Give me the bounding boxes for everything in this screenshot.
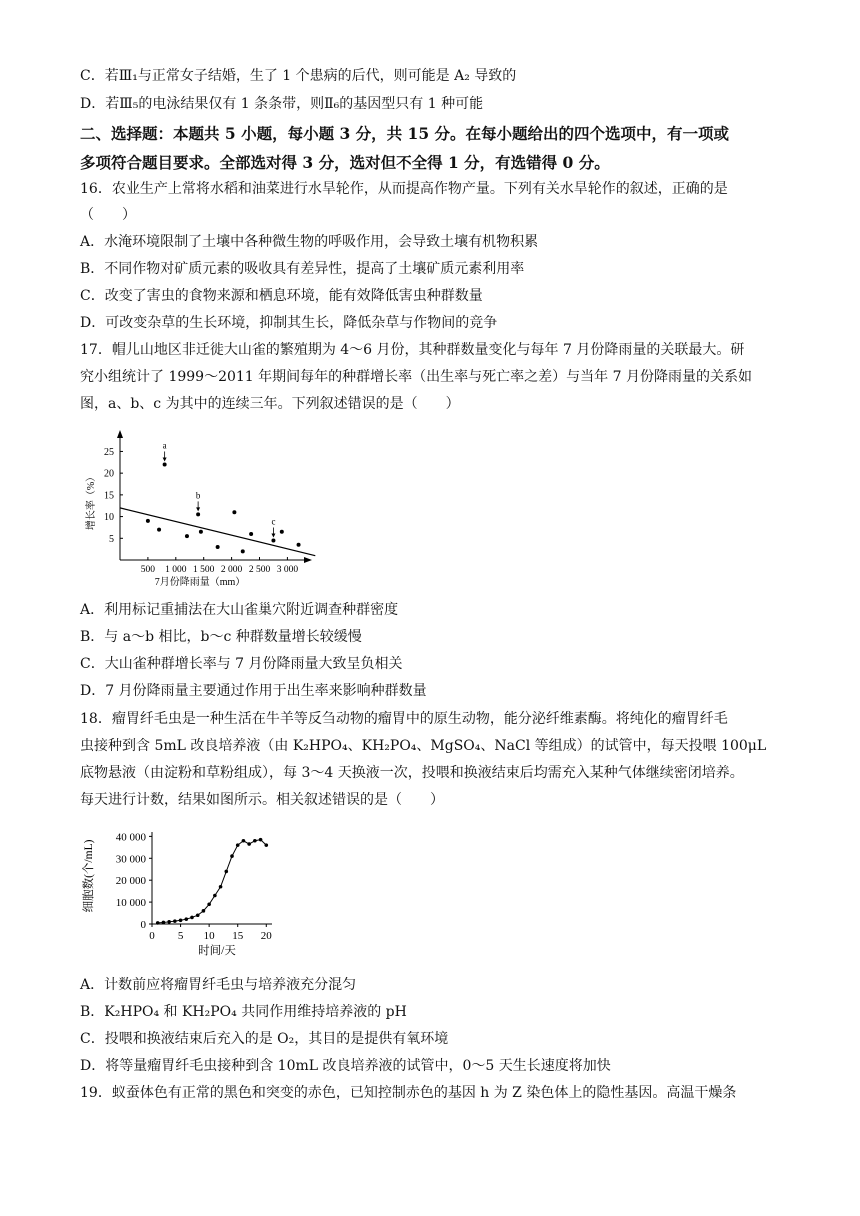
data-point [146, 519, 150, 523]
data-point [241, 549, 245, 553]
question-18-stem-2: 虫接种到含 5mL 改良培养液（由 K₂HPO₄、KH₂PO₄、MgSO₄、NaCl 等组成）的试管中，每天投喂 100μL [80, 738, 767, 754]
question-18-stem-3: 底物悬液（由淀粉和草粉组成），每 3～4 天换液一次，投喂和换液结束后均需充入某种气体继续密闭培养。 [80, 765, 744, 781]
data-point [162, 921, 166, 925]
point-arrow-head [163, 457, 167, 461]
data-point [271, 538, 275, 542]
data-point [259, 838, 263, 842]
data-point [242, 839, 246, 843]
x-tick-label: 15 [232, 930, 244, 942]
data-point [167, 920, 171, 924]
option-d-q17: D．7 月份降雨量主要通过作用于出生率来影响种群数量 [80, 683, 427, 699]
data-point [216, 545, 220, 549]
data-point [207, 902, 211, 906]
growth-rate-scatter-chart [80, 430, 320, 590]
y-tick-label: 20 [104, 468, 114, 480]
x-tick-label: 10 [203, 930, 215, 942]
question-16-bracket: （ ） [80, 207, 136, 223]
x-tick-label: 1 500 [193, 565, 215, 575]
option-d-q16: D．可改变杂草的生长环境，抑制其生长，降低杂草与作物间的竞争 [80, 315, 498, 331]
y-tick-label: 0 [140, 919, 146, 931]
data-point [264, 843, 268, 847]
question-17-stem-2: 究小组统计了 1999～2011 年期间每年的种群增长率（出生率与死亡率之差）与当年 7 月份降雨量的关系如 [80, 369, 752, 385]
x-axis-label: 7月份降雨量（mm） [154, 577, 246, 588]
x-tick-label: 1 000 [165, 565, 187, 575]
y-tick-label: 30 000 [115, 853, 146, 866]
data-point [163, 462, 167, 466]
x-tick-label: 2 500 [248, 565, 271, 575]
data-point [196, 512, 200, 516]
data-point [280, 530, 284, 534]
option-b-q17: B．与 a～b 相比，b～c 种群数量增长较缓慢 [80, 629, 362, 645]
point-label: a [162, 440, 167, 451]
section-heading-cont: 多项符合题目要求。全部选对得 3 分，选对但不全得 1 分，有选错得 0 分。 [80, 153, 610, 172]
x-tick-label: 20 [260, 930, 272, 942]
option-c-q17: C．大山雀种群增长率与 7 月份降雨量大致呈负相关 [80, 656, 403, 672]
y-tick-label: 10 [104, 512, 114, 524]
point-arrow-head [271, 533, 275, 537]
data-point [213, 894, 217, 898]
data-point [219, 885, 223, 889]
data-point [253, 839, 257, 843]
x-tick-label: 500 [140, 565, 156, 575]
x-tick-label: 0 [149, 930, 155, 942]
data-point [202, 909, 206, 913]
question-19-stem: 19．蚁蚕体色有正常的黑色和突变的赤色，已知控制赤色的基因 h 为 Z 染色体上的隐性基因。高温干燥条 [80, 1085, 737, 1101]
question-18-stem: 18．瘤胃纤毛虫是一种生活在牛羊等反刍动物的瘤胃中的原生动物，能分泌纤维素酶。将纯化的瘤胃纤毛 [80, 711, 728, 727]
option-a-q18: A．计数前应将瘤胃纤毛虫与培养液充分混匀 [80, 977, 357, 993]
data-point [184, 917, 188, 921]
option-b-q18: B．K₂HPO₄ 和 KH₂PO₄ 共同作用维持培养液的 pH [80, 1004, 407, 1020]
option-d-q15: D．若Ⅲ₅的电泳结果仅有 1 条条带，则Ⅱ₆的基因型只有 1 种可能 [80, 96, 484, 112]
option-b-q16: B．不同作物对矿质元素的吸收具有差异性，提高了土壤矿质元素利用率 [80, 261, 525, 277]
point-arrow-head [196, 507, 200, 511]
section-heading: 二、选择题：本题共 5 小题，每小题 3 分，共 15 分。在每小题给出的四个选项中，有一项或 [80, 124, 730, 143]
data-point [297, 543, 301, 547]
y-tick-label: 25 [104, 446, 114, 458]
data-point [196, 913, 200, 917]
question-18-stem-4: 每天进行计数，结果如图所示。相关叙述错误的是（ ） [80, 792, 444, 808]
data-point [247, 842, 251, 846]
option-d-q18: D．将等量瘤胃纤毛虫接种到含 10mL 改良培养液的试管中，0～5 天生长速度将加快 [80, 1058, 611, 1074]
x-axis-arrow [304, 557, 312, 563]
data-point [199, 530, 203, 534]
option-a-q16: A．水淹环境限制了土壤中各种微生物的呼吸作用，会导致土壤有机物积累 [80, 234, 539, 250]
option-c-q15: C．若Ⅲ₁与正常女子结婚，生了 1 个患病的后代，则可能是 A₂ 导致的 [80, 68, 517, 84]
y-tick-label: 10 000 [115, 897, 146, 910]
x-tick-label: 5 [177, 930, 184, 942]
data-point [157, 528, 161, 532]
data-point [185, 534, 189, 538]
data-point [179, 918, 183, 922]
cell-count-line-chart [80, 820, 280, 970]
y-tick-label: 5 [109, 533, 114, 545]
data-point [224, 870, 228, 874]
data-point [156, 921, 160, 925]
series-line [158, 840, 267, 923]
option-c-q16: C．改变了害虫的食物来源和栖息环境，能有效降低害虫种群数量 [80, 288, 483, 304]
point-label: c [271, 516, 276, 527]
y-tick-label: 15 [104, 490, 114, 502]
y-axis-arrow [117, 430, 123, 438]
y-tick-label: 20 000 [115, 875, 146, 888]
data-point [190, 916, 194, 920]
y-axis-label: 增长率（%） [86, 471, 97, 531]
data-point [232, 510, 236, 514]
question-17-stem: 17．帽儿山地区非迁徙大山雀的繁殖期为 4～6 月份，其种群数量变化与每年 7 月份降雨量的关联最大。研 [80, 342, 745, 358]
option-a-q17: A．利用标记重捕法在大山雀巢穴附近调查种群密度 [80, 602, 399, 618]
x-tick-label: 3 000 [276, 565, 299, 575]
x-tick-label: 2 000 [220, 565, 243, 575]
point-label: b [195, 490, 201, 501]
y-tick-label: 40 000 [115, 831, 146, 844]
question-17-stem-3: 图，a、b、c 为其中的连续三年。下列叙述错误的是（ ） [80, 396, 460, 412]
option-c-q18: C．投喂和换液结束后充入的是 O₂，其目的是提供有氧环境 [80, 1031, 449, 1047]
data-point [249, 532, 253, 536]
x-axis-label: 时间/天 [198, 945, 236, 957]
y-axis-label: 细胞数(个/mL) [83, 839, 95, 913]
data-point [230, 854, 234, 858]
data-point [173, 919, 177, 923]
question-16-stem: 16．农业生产上常将水稻和油菜进行水旱轮作，从而提高作物产量。下列有关水旱轮作的叙述，正确的是 [80, 181, 728, 197]
data-point [236, 843, 240, 847]
